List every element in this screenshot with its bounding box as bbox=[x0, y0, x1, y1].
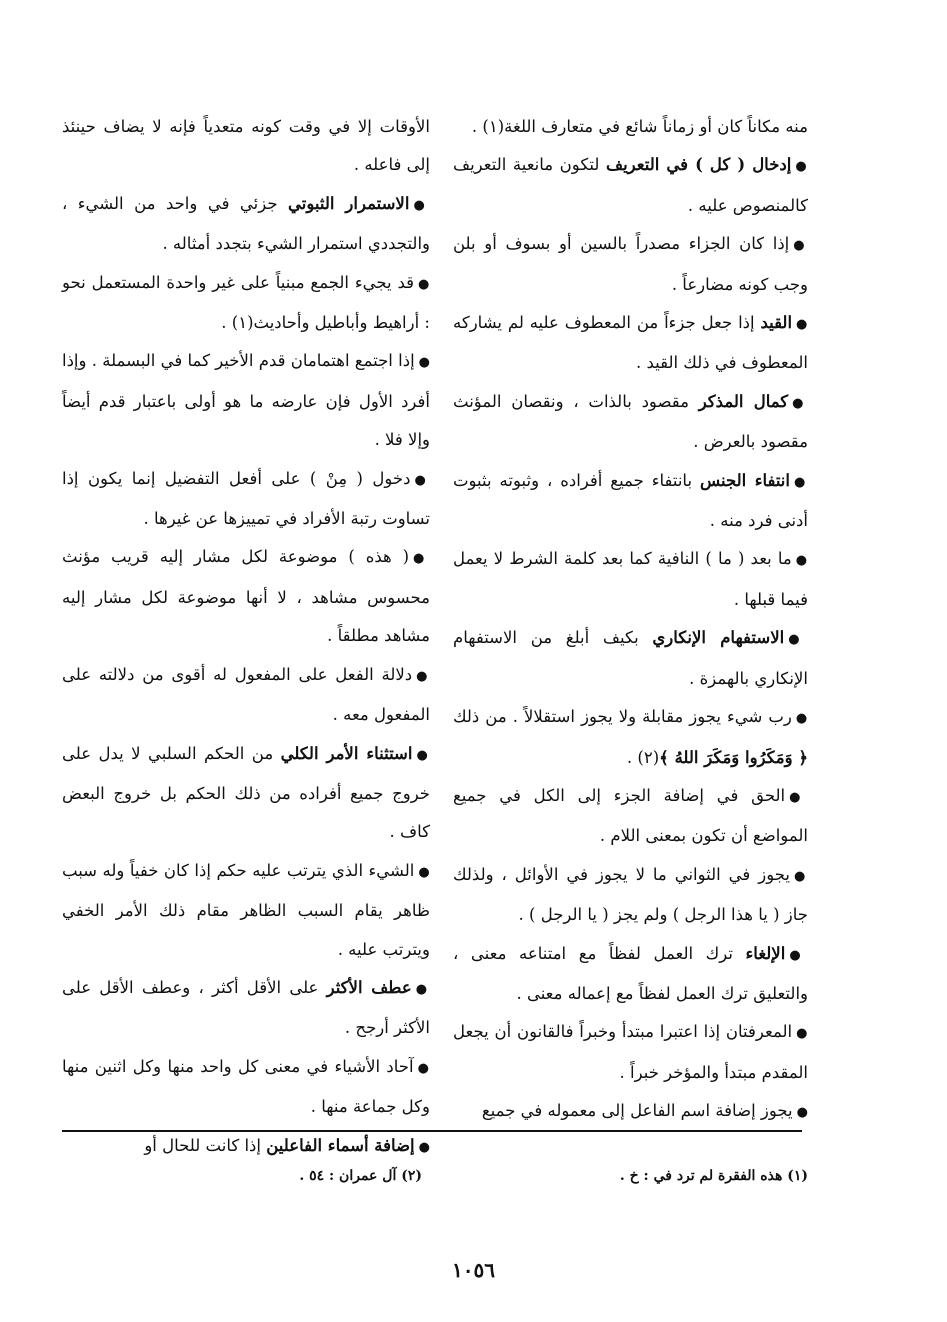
bullet-icon: ● bbox=[418, 1139, 430, 1155]
entry bbox=[453, 935, 808, 1014]
entry-text: قد يجيء الجمع مبنياً على غير واحدة المستعمل نحو : أراهيط وأباطيل وأحاديث(١) . bbox=[62, 272, 430, 333]
bullet-icon: ● bbox=[416, 668, 430, 684]
entry bbox=[453, 619, 808, 698]
bullet-icon: ● bbox=[414, 472, 430, 488]
footnote-divider bbox=[62, 1130, 802, 1132]
entry-lead: الإلغاء bbox=[745, 943, 786, 963]
bullet-icon: ● bbox=[796, 1026, 809, 1042]
entry-lead: إدخال ( كل ) في التعريف bbox=[606, 155, 792, 175]
entry-text: على الأقل أكثر ، وعطف الأقل على الأكثر أرجح . bbox=[62, 977, 430, 1038]
entry-text: الشيء الذي يترتب عليه حكم إذا كان خفياً وله سبب ظاهر يقام السبب الظاهر مقام ذلك الأمر الخفي ويترتب عليه . bbox=[62, 860, 430, 959]
entry-text: ( هذه ) موضوعة لكل مشار إليه قريب مؤنث محسوس مشاهد ، لا أنها موضوعة لكل مشار إليه مشاهد مطلقاً . bbox=[62, 547, 430, 646]
entry-text: بكيف أبلغ من الاستفهام الإنكاري بالهمزة . bbox=[453, 628, 808, 688]
entry bbox=[453, 304, 808, 383]
entry-text: الحق في إضافة الجزء إلى الكل في جميع المواضع أن تكون بمعنى اللام . bbox=[453, 785, 808, 846]
bullet-icon: ● bbox=[418, 355, 431, 371]
bullet-icon: ● bbox=[413, 551, 431, 567]
entry-text: إذا كان الجزاء مصدراً بالسين أو بسوف أو بلن وجب كونه مضارعاً . bbox=[453, 234, 808, 294]
entry-text: ما بعد ( ما ) النافية كما بعد كلمة الشرط لا يعمل فيما قبلها . bbox=[453, 549, 808, 609]
entry-lead: انتفاء الجنس bbox=[699, 470, 790, 490]
entry bbox=[453, 777, 808, 856]
entry bbox=[453, 698, 808, 777]
right-column bbox=[453, 108, 808, 1133]
entry bbox=[62, 342, 430, 459]
entry bbox=[62, 460, 430, 539]
entry-text: يجوز في الثواني ما لا يجوز في الأوائل ، ولذلك جاز ( يا هذا الرجل ) ولم يجز ( يا الرجل ) . bbox=[453, 864, 808, 925]
bullet-icon: ● bbox=[417, 1060, 431, 1076]
entry bbox=[62, 538, 430, 655]
footnote-2: (٢) آل عمران : ٥٤ . bbox=[299, 1168, 422, 1184]
entry bbox=[453, 856, 808, 935]
bullet-icon: ● bbox=[793, 868, 808, 884]
entry-text: الأوقات إلا في وقت كونه متعدياً فإنه لا يضاف حينئذ إلى فاعله . bbox=[62, 117, 430, 175]
entry-text: المعرفتان إذا اعتبرا مبتدأ وخبراً فالقانون أن يجعل المقدم مبتدأ والمؤخر خبراً . bbox=[453, 1022, 808, 1082]
entry bbox=[62, 852, 430, 969]
bullet-icon: ● bbox=[792, 395, 808, 411]
bullet-icon: ● bbox=[793, 238, 809, 254]
entry-text: منه مكاناً كان أو زماناً شائع في متعارف اللغة(١) . bbox=[471, 117, 808, 136]
bullet-icon: ● bbox=[418, 276, 431, 292]
footnote-1: (١) هذه الفقرة لم ترد في : خ . bbox=[619, 1168, 808, 1184]
bullet-icon: ● bbox=[795, 159, 808, 175]
entry bbox=[62, 735, 430, 852]
entry-lead: الاستمرار الثبوتي bbox=[288, 193, 410, 213]
entry-lead: إضافة أسماء الفاعلين bbox=[266, 1135, 415, 1155]
entry-text: ترك العمل لفظاً مع امتناعه معنى ، والتعليق ترك العمل لفظاً مع إعماله معنى . bbox=[453, 943, 808, 1003]
bullet-icon: ● bbox=[418, 864, 431, 880]
entry bbox=[62, 1127, 430, 1167]
entry-lead: استثناء الأمر الكلي bbox=[280, 743, 413, 763]
bullet-icon: ● bbox=[413, 197, 430, 213]
entry bbox=[453, 540, 808, 619]
entry-text: يجوز إضافة اسم الفاعل إلى معموله في جميع bbox=[481, 1101, 793, 1121]
entry-text: من الحكم السلبي لا يدل على خروج جميع أفراده من ذلك الحكم بل خروج البعض كاف . bbox=[62, 743, 430, 842]
entry-text: دلالة الفعل على المفعول له أقوى من دلالته على المفعول معه . bbox=[62, 664, 430, 725]
entry-text: إذا جعل جزءاً من المعطوف عليه لم يشاركه المعطوف في ذلك القيد . bbox=[453, 313, 808, 373]
bullet-icon: ● bbox=[415, 981, 431, 997]
entry-text: بانتفاء جميع أفراده ، وثبوته بثبوت أدنى فرد منه . bbox=[453, 470, 808, 531]
entry bbox=[62, 969, 430, 1048]
entry-text: إذا اجتمع اهتمامان قدم الأخير كما في البسملة . وإذا أفرد الأول فإن عارضه ما هو أولى باعتبار قدم أيضاً وإلا فلا . bbox=[62, 351, 430, 450]
entry-lead: كمال المذكر bbox=[698, 391, 789, 411]
bullet-icon: ● bbox=[795, 553, 809, 569]
entry bbox=[453, 225, 808, 304]
entry bbox=[453, 1013, 808, 1092]
entry bbox=[62, 108, 430, 185]
bullet-icon: ● bbox=[788, 632, 809, 648]
bullet-icon: ● bbox=[796, 1105, 808, 1121]
entry-text: آحاد الأشياء في معنى كل واحد منها وكل اثنين منها وكل جماعة منها . bbox=[62, 1056, 430, 1117]
entry bbox=[453, 1092, 808, 1132]
bullet-icon: ● bbox=[793, 474, 809, 490]
entry-text-after: (٢) . bbox=[626, 747, 660, 767]
entry-text: جزئي في واحد من الشيء ، والتجددي استمرار الشيء بتجدد أمثاله . bbox=[62, 193, 430, 254]
entry bbox=[453, 108, 808, 146]
bullet-icon: ● bbox=[796, 317, 808, 333]
entry bbox=[453, 462, 808, 541]
quran-verse: ﴿ وَمَكَرُوا وَمَكَرَ اللهُ ﴾ bbox=[659, 747, 808, 767]
bullet-icon: ● bbox=[789, 947, 808, 963]
entry-lead: عطف الأكثر bbox=[326, 977, 412, 997]
entry-text: إذا كانت للحال أو bbox=[144, 1135, 267, 1155]
bullet-icon: ● bbox=[789, 789, 808, 805]
entry bbox=[62, 185, 430, 264]
entry-lead: القيد bbox=[760, 313, 793, 333]
entry bbox=[62, 656, 430, 735]
entry-lead: الاستفهام الإنكاري bbox=[652, 628, 785, 648]
entry bbox=[62, 264, 430, 343]
left-column bbox=[62, 108, 430, 1167]
entry-text: لتكون مانعية التعريف كالمنصوص عليه . bbox=[453, 155, 808, 215]
entry bbox=[62, 1048, 430, 1127]
entry bbox=[453, 383, 808, 462]
entry-text: رب شيء يجوز مقابلة ولا يجوز استقلالاً . من ذلك bbox=[453, 707, 792, 727]
bullet-icon: ● bbox=[795, 711, 809, 727]
entry bbox=[453, 146, 808, 225]
entry-text: مقصود بالذات ، ونقصان المؤنث مقصود بالعرض . bbox=[453, 391, 808, 452]
bullet-icon: ● bbox=[416, 747, 430, 763]
entry-text: دخول ( مِنْ ) على أفعل التفضيل إنما يكون إذا تساوت رتبة الأفراد في تمييزها عن غيرها . bbox=[62, 468, 430, 529]
page-number: ١٠٥٦ bbox=[452, 1258, 495, 1282]
